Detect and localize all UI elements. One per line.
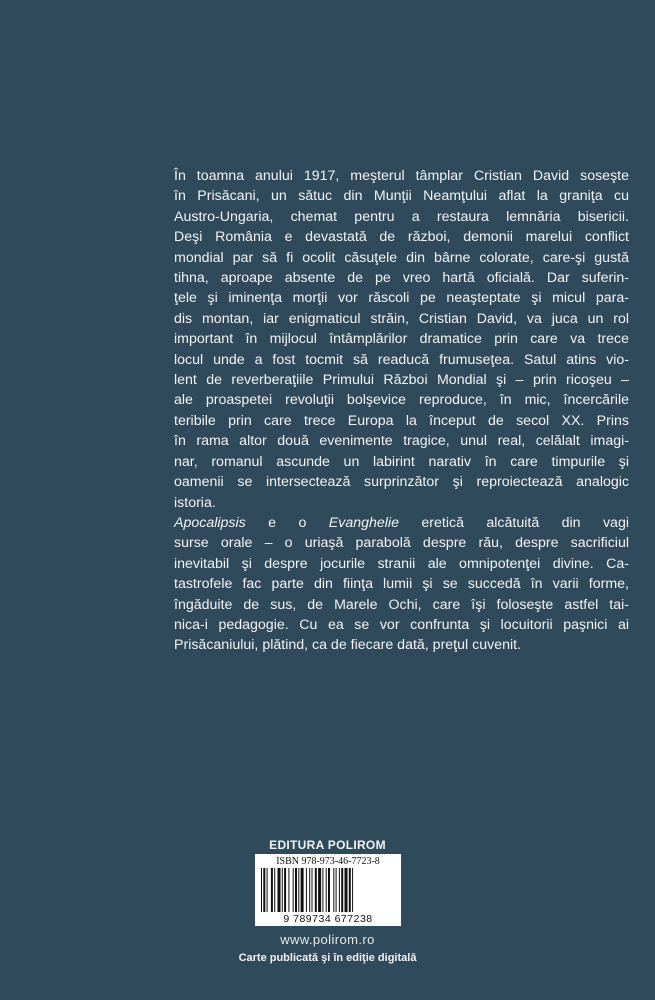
blurb-line: mondial par să fi ocolit căsuţele din bârne colorate, care-şi gustă [174, 249, 629, 266]
blurb-line: în Prisăcani, un sătuc din Munţii Neamţului aflat la graniţa cu [174, 188, 629, 205]
back-cover-blurb [174, 166, 629, 656]
blurb-line: nica-i pedagogie. Cu ea se vor confrunta şi locuitorii paşnici ai [174, 616, 629, 633]
blurb-line: Deşi România e devastată de război, demonii marelui conflict [174, 229, 629, 246]
barcode-number: 9 789734 677238 [283, 913, 373, 925]
blurb-line: lent de reverberaţiile Primului Război Mondial şi – prin ricoşeu – [174, 372, 629, 389]
blurb-line: dis montan, iar enigmaticul străin, Cristian David, va juca un rol [174, 310, 629, 327]
blurb-line: ţele şi iminenţa morţii vor răscoli pe neaşteptate şi micul para- [174, 290, 629, 307]
connector-text: e o [245, 514, 329, 531]
blurb-line: în rama altor două evenimente tragice, unul real, celălalt imagi- [174, 433, 629, 450]
title-evanghelie: Evanghelie [328, 514, 399, 531]
blurb-line: îngăduite de sus, de Marele Ochi, care îşi foloseşte astfel tai- [174, 596, 629, 613]
blurb-line: locul unde a fost tocmit să readucă frumuseţea. Satul atins vio- [174, 351, 629, 368]
blurb-line: surse orale – o uriaşă parabolă despre rău, despre sacrificiul [174, 535, 629, 552]
blurb-line: istoria. [174, 494, 216, 511]
blurb-line: ale proaspetei revoluţii bolşevice reproduce, în mic, încercările [174, 392, 629, 409]
blurb-line: nar, romanul ascunde un labirint narativ în care timpurile şi [174, 453, 629, 470]
blurb-line: oamenii se intersectează surprinzător şi reproiectează analogic [174, 474, 629, 491]
digital-edition-note: Carte publicată şi în ediţie digitală [238, 952, 417, 964]
title-apocalipsis: Apocalipsis [174, 514, 246, 531]
isbn-barcode [255, 854, 401, 926]
isbn-text: ISBN 978-973-46-7723-8 [276, 856, 380, 867]
blurb-line: Austro-Ungaria, chemat pentru a restaura lemnăria bisericii. [174, 208, 629, 225]
blurb-line: teribile prin care trece Europa la început de secol XX. Prins [174, 412, 629, 429]
blurb-line: tihna, aproape absente de pe vreo hartă oficială. Dar suferin- [174, 270, 629, 287]
blurb-line: tastrofele fac parte din fiinţa lumii şi se succedă în varii forme, [174, 576, 629, 593]
publisher-website: www.polirom.ro [280, 932, 375, 947]
blurb-line-rest: eretică alcătuită din vagi [398, 514, 629, 531]
publisher-name: EDITURA POLIROM [269, 838, 386, 852]
blurb-line: important în mijlocul întâmplărilor dramatice prin care va trece [174, 331, 629, 348]
blurb-line-italic-titles [174, 513, 629, 533]
barcode-bars [261, 868, 395, 912]
blurb-line: În toamna anului 1917, meşterul tâmplar Cristian David soseşte [174, 168, 629, 184]
blurb-line: inevitabil şi despre jocurile stranii ale omnipotenţei divine. Ca- [174, 555, 629, 572]
blurb-line: Prisăcaniului, plătind, ca de fiecare dată, preţul cuvenit. [174, 637, 522, 654]
